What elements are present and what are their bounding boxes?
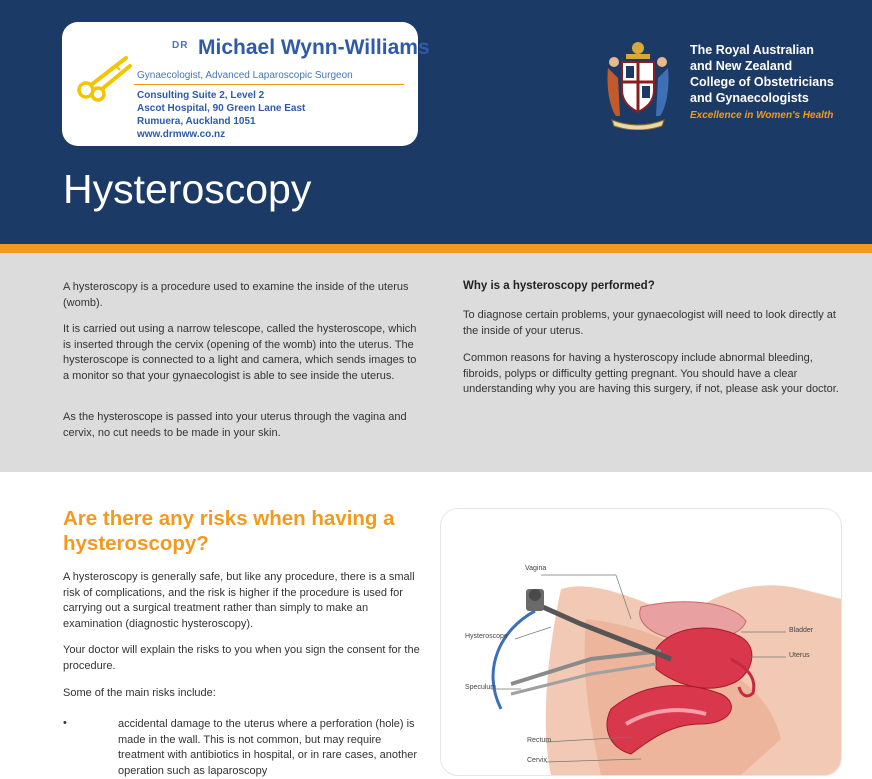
college-name-line: The Royal Australian — [690, 43, 814, 57]
college-name-line: College of Obstetricians — [690, 75, 834, 89]
surgical-scissors-icon — [76, 52, 132, 102]
why-paragraph: Common reasons for having a hysteroscopy include abnormal bleeding, fibroids, polyps or difficulty getting pregnant. You should have a clear understanding why you are having this surgery, if not, please ask your doctor. — [463, 352, 839, 395]
hysteroscopy-diagram-icon — [441, 509, 841, 775]
intro-paragraph: It is carried out using a narrow telescope, called the hysteroscope, which is inserted through the cervix (opening of the womb) into the uterus. The hysteroscope is connected to a light and camera, which sends images to a monitor so that your gynaecologist is able to see inside the uterus. — [63, 323, 417, 382]
doctor-card — [62, 22, 430, 146]
intro-paragraph: As the hysteroscope is passed into your uterus through the vagina and cervix, no cut needs to be made in your skin. — [63, 411, 407, 439]
risks-heading: Are there any risks when having a hysteroscopy? — [63, 507, 395, 555]
college-tagline: Excellence in Women's Health — [690, 110, 834, 121]
intro-paragraph: A hysteroscopy is a procedure used to examine the inside of the uterus (womb). — [63, 281, 409, 309]
divider-line — [134, 84, 404, 85]
label-rectum: Rectum — [527, 737, 552, 744]
label-vagina: Vagina — [525, 565, 547, 572]
label-hysteroscope: Hysteroscope — [465, 633, 508, 640]
coat-of-arms-icon — [604, 38, 672, 130]
address-line: Consulting Suite 2, Level 2 — [137, 90, 265, 101]
page-title: Hysteroscopy — [63, 166, 312, 212]
website-link[interactable]: www.drmww.co.nz — [137, 129, 226, 140]
address-line: Rumuera, Auckland 1051 — [137, 116, 256, 127]
header-banner — [0, 0, 872, 244]
address-line: Ascot Hospital, 90 Green Lane East — [137, 103, 306, 114]
why-paragraph: To diagnose certain problems, your gynaecologist will need to look directly at the inside of your uterus. — [463, 309, 836, 337]
college-name — [690, 42, 865, 106]
college-name-line: and Gynaecologists — [690, 91, 809, 105]
risks-paragraph: Your doctor will explain the risks to you when you sign the consent for the procedure. — [63, 644, 420, 672]
label-uterus: Uterus — [789, 652, 810, 659]
anatomy-illustration — [440, 508, 842, 776]
doctor-specialty: Gynaecologist, Advanced Laparoscopic Surgeon — [137, 70, 353, 81]
orange-divider-bar — [0, 244, 872, 253]
label-cervix: Cervix — [527, 757, 547, 764]
doctor-prefix: DR — [172, 40, 189, 51]
bullet-marker: • — [63, 717, 67, 729]
risks-paragraph: Some of the main risks include: — [63, 687, 216, 699]
risk-bullet-item: accidental damage to the uterus where a perforation (hole) is made in the wall. This is not common, but may require treatment with antibiotics in hospital, or in rare cases, another operation such as laparoscopy — [118, 718, 417, 777]
why-heading: Why is a hysteroscopy performed? — [463, 280, 655, 292]
college-name-line: and New Zealand — [690, 59, 793, 73]
doctor-name: Michael Wynn-Williams — [198, 36, 430, 59]
label-speculum: Speculum — [465, 684, 497, 691]
risks-paragraph: A hysteroscopy is generally safe, but like any procedure, there is a small risk of complications, and the risk is higher if the procedure is used for carrying out a surgical treatment rather than simply to make an examination (diagnostic hysteroscopy). — [63, 571, 415, 630]
label-bladder: Bladder — [789, 627, 814, 634]
